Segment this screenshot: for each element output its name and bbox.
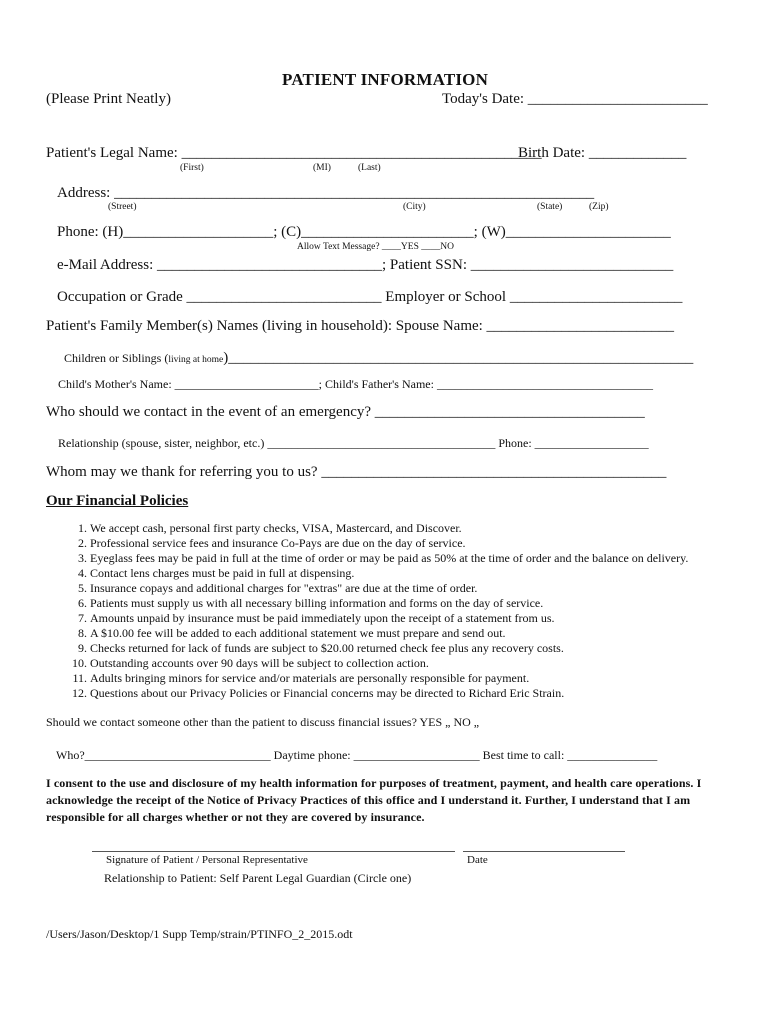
date-label: Date <box>467 854 488 866</box>
phone-fields[interactable]: Phone: (H)____________________; (C)_______________________; (W)______________________ <box>57 224 671 240</box>
legal-name-field[interactable]: Patient's Legal Name: ________________________________________________ <box>46 145 542 161</box>
policy-item: 9. Checks returned for lack of funds are subject to $20.00 returned check fee plus any recovery costs. <box>90 641 770 656</box>
policy-item: 11. Adults bringing minors for service and/or materials are personally responsible for payment. <box>90 671 770 686</box>
todays-date-field[interactable]: Today's Date: ________________________ <box>442 91 708 107</box>
policy-item: 8. A $10.00 fee will be added to each additional statement we must prepare and send out. <box>90 626 770 641</box>
policy-item: 5. Insurance copays and additional charges for "extras" are due at the time of order. <box>90 581 770 596</box>
policy-item: 1. We accept cash, personal first party checks, VISA, Mastercard, and Discover. <box>90 521 770 536</box>
policy-item: 7. Amounts unpaid by insurance must be paid immediately upon the receipt of a statement from us. <box>90 611 770 626</box>
email-ssn-fields[interactable]: e-Mail Address: ______________________________; Patient SSN: ___________________________ <box>57 257 674 273</box>
first-name-caption: (First) <box>180 163 204 173</box>
middle-initial-caption: (MI) <box>313 163 331 173</box>
relationship-to-patient[interactable]: Relationship to Patient: Self Parent Legal Guardian (Circle one) <box>104 871 412 885</box>
policy-item: 2. Professional service fees and insurance Co-Pays are due on the day of service. <box>90 536 770 551</box>
family-members-field[interactable]: Patient's Family Member(s) Names (living in household): Spouse Name: _________________________ <box>46 318 675 334</box>
address-field[interactable]: Address: ________________________________________________________________ <box>57 185 595 201</box>
last-name-caption: (Last) <box>358 163 381 173</box>
consent-statement: I consent to the use and disclosure of my health information for purposes of treatment, payment, and health care operations. I acknowledge the receipt of the Notice of Privacy Practices of this office and I understand it. Further, I understand that I am responsible for all charges whether or not they are covered by insurance. <box>46 776 702 824</box>
referral-field[interactable]: Whom may we thank for referring you to us? ______________________________________________ <box>46 464 667 480</box>
street-caption: (Street) <box>108 202 137 212</box>
policy-item: 12. Questions about our Privacy Policies or Financial concerns may be directed to Richard Eric Strain. <box>90 686 770 701</box>
policy-item: 6. Patients must supply us with all necessary billing information and forms on the day of service. <box>90 596 770 611</box>
birth-date-field[interactable]: Birth Date: _____________ <box>518 145 687 161</box>
signature-label: Signature of Patient / Personal Representative <box>106 854 308 866</box>
city-caption: (City) <box>403 202 426 212</box>
financial-policies-list <box>42 521 770 701</box>
children-label: Children or Siblings ( <box>64 351 169 365</box>
policy-item: 10. Outstanding accounts over 90 days will be subject to collection action. <box>90 656 770 671</box>
parents-names-field[interactable]: Child's Mother's Name: ________________________; Child's Father's Name: ____________________________________ <box>58 377 653 391</box>
allow-text-message[interactable]: Allow Text Message? ____YES ____NO <box>297 242 454 252</box>
page-title: PATIENT INFORMATION <box>282 70 489 89</box>
children-line: )______________________________________________________________ <box>223 350 694 366</box>
policy-item: 4. Contact lens charges must be paid in full at dispensing. <box>90 566 770 581</box>
occupation-employer-fields[interactable]: Occupation or Grade __________________________ Employer or School _______________________ <box>57 289 683 305</box>
emergency-contact-field[interactable]: Who should we contact in the event of an emergency? ____________________________________ <box>46 404 645 420</box>
file-path-footer: /Users/Jason/Desktop/1 Supp Temp/strain/PTINFO_2_2015.odt <box>46 927 353 941</box>
state-caption: (State) <box>537 202 563 212</box>
financial-contact-who-fields[interactable]: Who?_______________________________ Daytime phone: _____________________ Best time to call: _______________ <box>56 748 658 762</box>
relationship-phone-field[interactable]: Relationship (spouse, sister, neighbor, etc.) ______________________________________ Phone: ___________________ <box>58 436 649 450</box>
signature-line[interactable] <box>92 851 455 852</box>
children-small-note: living at home <box>168 355 224 365</box>
date-line[interactable] <box>463 851 625 852</box>
zip-caption: (Zip) <box>589 202 609 212</box>
children-siblings-field[interactable] <box>64 349 693 367</box>
financial-policies-heading: Our Financial Policies <box>46 493 189 509</box>
financial-contact-question[interactable]: Should we contact someone other than the patient to discuss financial issues? YES „ NO „ <box>46 715 480 729</box>
print-note: (Please Print Neatly) <box>46 91 171 107</box>
policy-item: 3. Eyeglass fees may be paid in full at the time of order or may be paid as 50% at the time of order and the balance on delivery. <box>90 551 770 566</box>
